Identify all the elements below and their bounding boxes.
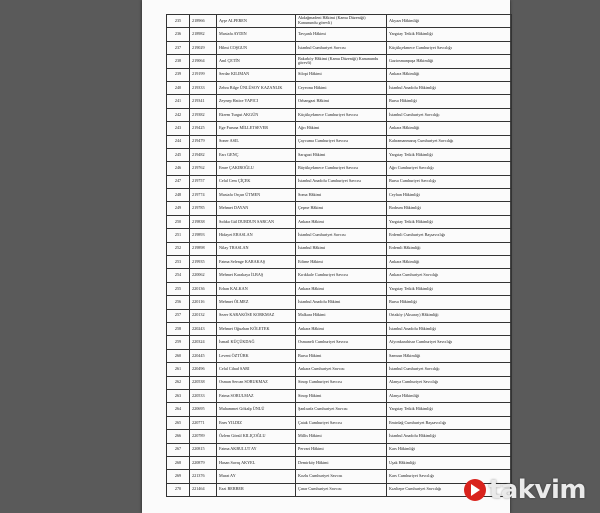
- row-number: 256: [167, 296, 190, 309]
- row-id: 219898: [190, 242, 217, 255]
- row-number: 247: [167, 175, 190, 188]
- row-current-post: Osmaneli Cumhuriyet Savcısı: [296, 336, 387, 349]
- row-current-post: Tavşanlı Hâkimi: [296, 28, 387, 41]
- row-current-post: Büyükçekmece Cumhuriyet Savcısı: [296, 162, 387, 175]
- row-name: Hilmi COŞGUN: [217, 41, 296, 54]
- row-number: 244: [167, 135, 190, 148]
- row-number: 238: [167, 55, 190, 68]
- viewer-background-left: [0, 0, 142, 513]
- table-row: [167, 416, 512, 429]
- row-name: Levent ÖZTÜRK: [217, 349, 296, 362]
- row-id: 219382: [190, 108, 217, 121]
- table-row: [167, 242, 512, 255]
- row-name: Zehra Bilge ÜNLÜSOY KAZANLIK: [217, 81, 296, 94]
- row-number: 254: [167, 269, 190, 282]
- table-row: [167, 175, 512, 188]
- row-id: 219774: [190, 189, 217, 202]
- row-current-post: Millis Hâkimi: [296, 430, 387, 443]
- row-id: 219199: [190, 68, 217, 81]
- row-number: 253: [167, 256, 190, 269]
- row-current-post: İstanbul Hâkimi: [296, 242, 387, 255]
- table-row: [167, 28, 512, 41]
- row-current-post: Kırıkkale Cumhuriyet Savcısı: [296, 269, 387, 282]
- row-new-post: Ortaköy (Aksaray) Hâkimliği: [387, 309, 512, 322]
- table-row: [167, 215, 512, 228]
- row-id: 220533: [190, 389, 217, 402]
- row-id: 220136: [190, 282, 217, 295]
- row-current-post: Ağrı Hâkimi: [296, 122, 387, 135]
- row-new-post: Alanya Hâkimliği: [387, 389, 512, 402]
- table-row: [167, 282, 512, 295]
- viewer-background-right: [510, 0, 600, 513]
- table-row: [167, 189, 512, 202]
- row-current-post: Sinop Hâkimi: [296, 389, 387, 402]
- row-current-post: Çeşme Hâkimi: [296, 202, 387, 215]
- row-id: 219893: [190, 229, 217, 242]
- row-new-post: İstanbul Anadolu Hâkimliği: [387, 322, 512, 335]
- row-current-post: Ceyeonu Hâkimi: [296, 81, 387, 94]
- row-name: Celal Cem ÇİÇEK: [217, 175, 296, 188]
- row-name: Zeynep Hatice YAPICI: [217, 95, 296, 108]
- row-number: 266: [167, 430, 190, 443]
- row-id: 220132: [190, 309, 217, 322]
- table-row: [167, 403, 512, 416]
- row-new-post: Kars Cumhuriyet Savcılığı: [387, 470, 512, 483]
- row-current-post: Çınar Cumhuriyet Savcısı: [296, 483, 387, 496]
- table-row: [167, 430, 512, 443]
- row-id: 219757: [190, 175, 217, 188]
- row-new-post: Ankara Hâkimliği: [387, 256, 512, 269]
- row-id: 219479: [190, 135, 217, 148]
- row-name: Murat AY: [217, 470, 296, 483]
- table-row: [167, 376, 512, 389]
- row-current-post: İstanbul Anadolu Hâkimi: [296, 296, 387, 309]
- row-name: Ezzi BERBER: [217, 483, 296, 496]
- takvim-logo-icon: [464, 479, 486, 501]
- row-new-post: Emirdağ Cumhuriyet Başsavcılığı: [387, 416, 512, 429]
- row-current-post: Soma Hâkimi: [296, 189, 387, 202]
- row-id: 220695: [190, 403, 217, 416]
- table-row: [167, 296, 512, 309]
- row-id: 220243: [190, 322, 217, 335]
- row-current-post: Ankara Cumhuriyet Savcısı: [296, 363, 387, 376]
- row-name: Erhan KALKAN: [217, 282, 296, 295]
- row-current-post: Bakırköy Hâkimi (Kamu Düzeniği) Kanunundu görevli): [296, 55, 387, 68]
- row-name: Osman Sercan SORUKMAZ: [217, 376, 296, 389]
- row-new-post: Yargıtay Tetkik Hâkimliği: [387, 403, 512, 416]
- row-new-post: Küçükçekmece Cumhuriyet Savcılığı: [387, 41, 512, 54]
- row-number: 251: [167, 229, 190, 242]
- row-id: 218966: [190, 15, 217, 28]
- row-id: 219029: [190, 41, 217, 54]
- row-number: 245: [167, 148, 190, 161]
- row-number: 236: [167, 28, 190, 41]
- row-number: 265: [167, 416, 190, 429]
- row-number: 250: [167, 215, 190, 228]
- row-new-post: Kahramanmaraş Cumhuriyet Savcılığı: [387, 135, 512, 148]
- row-new-post: Bursa Hâkimliği: [387, 95, 512, 108]
- table-row: [167, 349, 512, 362]
- row-current-post: İstanbul Cumhuriyet Savcısı: [296, 229, 387, 242]
- table-row: [167, 135, 512, 148]
- table-row: [167, 108, 512, 121]
- row-number: 239: [167, 68, 190, 81]
- row-new-post: Ankara Hâkimliği: [387, 68, 512, 81]
- row-number: 269: [167, 470, 190, 483]
- row-current-post: Malkara Hâkimi: [296, 309, 387, 322]
- row-id: 220815: [190, 443, 217, 456]
- row-current-post: Ankara Hâkimi: [296, 282, 387, 295]
- table-row: [167, 15, 512, 28]
- row-name: Ayşe ALPEREN: [217, 15, 296, 28]
- row-new-post: Alanya Cumhuriyet Savcılığı: [387, 376, 512, 389]
- row-number: 270: [167, 483, 190, 496]
- watermark-text: takvim: [488, 475, 586, 505]
- row-current-post: Şanlıurfa Cumhuriyet Savcısı: [296, 403, 387, 416]
- table-row: [167, 202, 512, 215]
- row-name: Mehmet DAYAN: [217, 202, 296, 215]
- row-new-post: Akyazı Hâkimliği: [387, 15, 512, 28]
- row-id: 220062: [190, 269, 217, 282]
- appointments-table: [166, 14, 512, 497]
- row-number: 267: [167, 443, 190, 456]
- row-new-post: Erdemli Cumhuriyet Başsavcılığı: [387, 229, 512, 242]
- row-number: 241: [167, 95, 190, 108]
- row-id: 220116: [190, 296, 217, 309]
- row-number: 240: [167, 81, 190, 94]
- row-current-post: Küçükçekmece Cumhuriyet Savcısı: [296, 108, 387, 121]
- row-id: 219425: [190, 122, 217, 135]
- row-id: 220789: [190, 430, 217, 443]
- row-current-post: İstanbul Anadolu Cumhuriyet Savcısı: [296, 175, 387, 188]
- row-name: Fatma AKBULUT AY: [217, 443, 296, 456]
- row-new-post: Yargıtay Tetkik Hâkimliği: [387, 148, 512, 161]
- row-id: 221464: [190, 483, 217, 496]
- row-current-post: Demirköy Hâkimi: [296, 456, 387, 469]
- row-new-post: Samsun Hâkimliği: [387, 349, 512, 362]
- row-id: 218982: [190, 28, 217, 41]
- row-name: Ezrı GENÇ: [217, 148, 296, 161]
- row-id: 219341: [190, 95, 217, 108]
- row-name: Sezer KARAKÖSE KORKMAZ: [217, 309, 296, 322]
- row-id: 219064: [190, 55, 217, 68]
- row-number: 248: [167, 189, 190, 202]
- row-new-post: Bursa Cumhuriyet Savcılığı: [387, 175, 512, 188]
- row-current-post: Akdağmadeni Hâkimi (Kamu Düzeniği) Kanunundu görevli): [296, 15, 387, 28]
- table-row: [167, 269, 512, 282]
- row-id: 220771: [190, 416, 217, 429]
- table-row: [167, 256, 512, 269]
- row-number: 268: [167, 456, 190, 469]
- row-current-post: Silopi Hâkimi: [296, 68, 387, 81]
- row-new-post: Ankara Hâkimliği: [387, 122, 512, 135]
- row-new-post: Kars Hâkimliği: [387, 443, 512, 456]
- row-new-post: Ceyhan Hâkimliği: [387, 189, 512, 202]
- row-number: 243: [167, 122, 190, 135]
- row-name: Serdar KILIMAN: [217, 68, 296, 81]
- row-number: 263: [167, 389, 190, 402]
- row-new-post: İstanbul Cumhuriyet Savcılığı: [387, 108, 512, 121]
- table-row: [167, 363, 512, 376]
- row-name: Özlem Gönül KILIÇOĞLU: [217, 430, 296, 443]
- row-current-post: Kozlu Cumhuriyet Savcısı: [296, 470, 387, 483]
- row-id: 219762: [190, 162, 217, 175]
- row-current-post: Bursa Hâkimi: [296, 349, 387, 362]
- row-current-post: Edirne Hâkimi: [296, 256, 387, 269]
- row-name: Anıl ÇETİN: [217, 55, 296, 68]
- row-number: 260: [167, 349, 190, 362]
- row-number: 257: [167, 309, 190, 322]
- row-number: 262: [167, 376, 190, 389]
- row-current-post: Orhangazi Hâkimi: [296, 95, 387, 108]
- table-row: [167, 162, 512, 175]
- row-number: 261: [167, 363, 190, 376]
- table-row: [167, 483, 512, 496]
- table-row: [167, 456, 512, 469]
- row-id: 219935: [190, 256, 217, 269]
- row-name: Fatma Selenge KARAKAŞ: [217, 256, 296, 269]
- row-new-post: İstanbul Cumhuriyet Savcılığı: [387, 363, 512, 376]
- row-name: Hidayet ERASLAN: [217, 229, 296, 242]
- row-number: 252: [167, 242, 190, 255]
- row-new-post: Yargıtay Tetkik Hâkimliği: [387, 28, 512, 41]
- row-id: 220496: [190, 363, 217, 376]
- row-name: Ege Furuna MİLLETSEVER: [217, 122, 296, 135]
- row-current-post: Çatak Cumhuriyet Savcısı: [296, 416, 387, 429]
- table-row: [167, 41, 512, 54]
- table-row: [167, 389, 512, 402]
- row-new-post: Erdemli Hâkimliği: [387, 242, 512, 255]
- row-name: Hasan Savaş AKYEL: [217, 456, 296, 469]
- row-name: Mustafa AYDIN: [217, 28, 296, 41]
- row-current-post: Ankara Hâkimi: [296, 322, 387, 335]
- row-new-post: Bodrum Hâkimliği: [387, 202, 512, 215]
- row-name: Muhammet Gökalp ÜNLÜ: [217, 403, 296, 416]
- row-id: 220324: [190, 336, 217, 349]
- table-row: [167, 55, 512, 68]
- row-current-post: Ankara Hâkimi: [296, 215, 387, 228]
- table-row: [167, 470, 512, 483]
- document-page: [142, 0, 510, 513]
- row-id: 220445: [190, 349, 217, 362]
- table-row: [167, 148, 512, 161]
- row-name: İsmail KÜÇÜKDAĞ: [217, 336, 296, 349]
- table-row: [167, 229, 512, 242]
- row-current-post: Çaycuma Cumhuriyet Savcısı: [296, 135, 387, 148]
- table-row: [167, 68, 512, 81]
- row-new-post: Yargıtay Tetkik Hâkimliği: [387, 215, 512, 228]
- row-new-post: Gaziosmanpaşa Hâkimliği: [387, 55, 512, 68]
- row-number: 259: [167, 336, 190, 349]
- row-name: Mehmet Karakaya İLBAŞ: [217, 269, 296, 282]
- row-number: 255: [167, 282, 190, 295]
- row-name: Enes YILDIZ: [217, 416, 296, 429]
- row-id: 220879: [190, 456, 217, 469]
- row-name: Celal Cihad SARI: [217, 363, 296, 376]
- row-id: 219482: [190, 148, 217, 161]
- row-new-post: Uşak Hâkimliği: [387, 456, 512, 469]
- row-new-post: İstanbul Anadolu Hâkimliği: [387, 430, 512, 443]
- row-id: 220538: [190, 376, 217, 389]
- row-number: 246: [167, 162, 190, 175]
- row-number: 258: [167, 322, 190, 335]
- row-new-post: İstanbul Anadolu Hâkimliği: [387, 81, 512, 94]
- table-row: [167, 336, 512, 349]
- row-current-post: Sinop Cumhuriyet Savcısı: [296, 376, 387, 389]
- row-name: Nilay TRASLAN: [217, 242, 296, 255]
- row-id: 219838: [190, 215, 217, 228]
- table-row: [167, 81, 512, 94]
- row-id: 221376: [190, 470, 217, 483]
- row-number: 264: [167, 403, 190, 416]
- row-name: Soner ASIL: [217, 135, 296, 148]
- row-number: 242: [167, 108, 190, 121]
- table-row: [167, 322, 512, 335]
- row-new-post: Afyonkarahisar Cumhuriyet Savcılığı: [387, 336, 512, 349]
- row-number: 235: [167, 15, 190, 28]
- table-row: [167, 122, 512, 135]
- row-new-post: Bursa Hâkimliği: [387, 296, 512, 309]
- row-name: Mehmet Oğuzhan KÖLETEK: [217, 322, 296, 335]
- row-new-post: Ağrı Cumhuriyet Savcılığı: [387, 162, 512, 175]
- takvim-watermark: [464, 475, 586, 505]
- row-name: Emre ÇAKIROĞLU: [217, 162, 296, 175]
- row-current-post: Sarıgazi Hâkimi: [296, 148, 387, 161]
- row-current-post: Pervari Hâkimi: [296, 443, 387, 456]
- row-name: Mustafa Orçun ÜTMEN: [217, 189, 296, 202]
- row-current-post: İstanbul Cumhuriyet Savcısı: [296, 41, 387, 54]
- row-name: Ekrem Turgut AKGÜN: [217, 108, 296, 121]
- row-name: Mehmet ÖLMEZ: [217, 296, 296, 309]
- table-row: [167, 95, 512, 108]
- table-row: [167, 443, 512, 456]
- row-number: 249: [167, 202, 190, 215]
- row-name: Fatma SORULMAZ: [217, 389, 296, 402]
- row-id: 219333: [190, 81, 217, 94]
- row-id: 219785: [190, 202, 217, 215]
- row-name: Sıdıka Gül DURDUN SARCAN: [217, 215, 296, 228]
- row-new-post: Kızıltepe Cumhuriyet Savcılığı: [387, 483, 512, 496]
- row-number: 237: [167, 41, 190, 54]
- table-row: [167, 309, 512, 322]
- row-new-post: Yargıtay Tetkik Hâkimliği: [387, 282, 512, 295]
- row-new-post: Ankara Cumhuriyet Savcılığı: [387, 269, 512, 282]
